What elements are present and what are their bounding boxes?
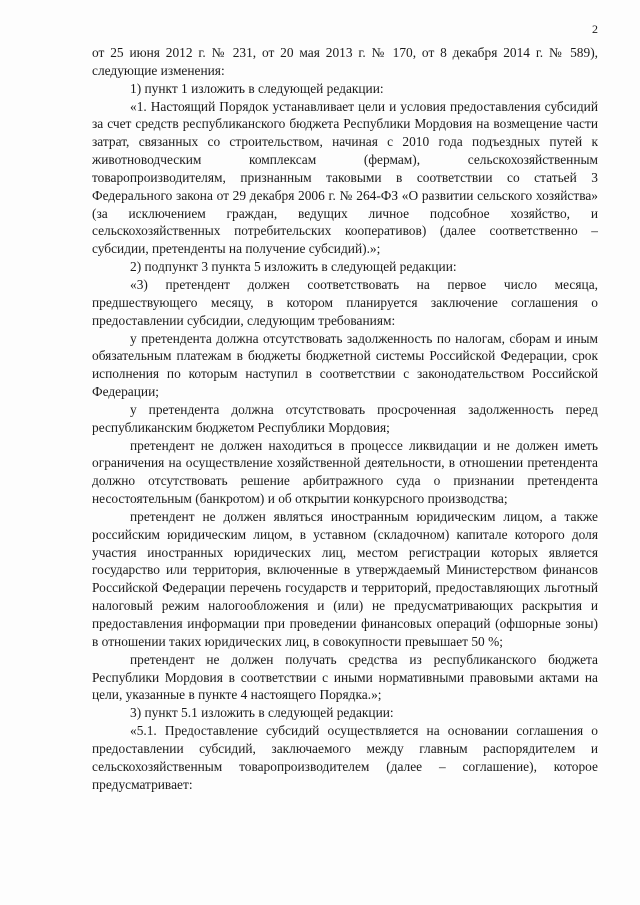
paragraph-intro: от 25 июня 2012 г. № 231, от 20 мая 2013 г. № 170, от 8 декабря 2014 г. № 589), следующие изменения:	[92, 45, 598, 78]
paragraph-requirement-taxes: у претендента должна отсутствовать задолженность по налогам, сборам и иным обязательным платежам в бюджеты бюджетной системы Российской Федерации, срок исполнения по которым наступил в соответствии с законодательством Российской Федерации;	[92, 330, 598, 400]
paragraph-item-2-heading: 2) подпункт 3 пункта 5 изложить в следующей редакции:	[130, 259, 457, 275]
paragraph-item-2-text: «3) претендент должен соответствовать на первое число месяца, предшествующего месяцу, в котором планируется заключение соглашения о предоставлении субсидии, следующим требованиям:	[92, 276, 598, 328]
paragraph-item-3-heading: 3) пункт 5.1 изложить в следующей редакции:	[130, 705, 394, 721]
paragraph-requirement-liquidation: претендент не должен находиться в процессе ликвидации и не должен иметь ограничения на осуществление хозяйственной деятельности, в отношении претендента должно отсутствовать решение арбитражного суда о признании претендента несостоятельным (банкротом) и об открытии конкурсного производства;	[92, 437, 598, 507]
paragraph-requirement-other-funds: претендент не должен получать средства из республиканского бюджета Республики Мордовия в соответствии с иными нормативными правовыми актами на цели, указанные в пункте 4 настоящего Порядка.»;	[92, 651, 598, 703]
paragraph-requirement-debt: у претендента должна отсутствовать просроченная задолженность перед республиканским бюджетом Республики Мордовия;	[92, 401, 598, 435]
document-body	[92, 44, 598, 793]
paragraph-item-1-heading: 1) пункт 1 изложить в следующей редакции:	[130, 80, 384, 96]
paragraph-item-3-text: «5.1. Предоставление субсидий осуществляется на основании соглашения о предоставлении субсидий, заключаемого между главным распорядителем и сельскохозяйственным товаропроизводителем (далее – соглашение), которое предусматривает:	[92, 723, 598, 792]
paragraph-item-1-text: «1. Настоящий Порядок устанавливает цели и условия предоставления субсидий за счет средств республиканского бюджета Республики Мордовия на возмещение части затрат, связанных со строительством, начиная с 2010 года подъездных путей к животноводческим комплексам (фермам), сельскохозяйственным товаропроизводителям, признанным таковыми в соответствии со статьей 3 Федерального закона от 29 декабря 2006 г. № 264-ФЗ «О развитии сельского хозяйства» (за исключением граждан, ведущих личное подсобное хозяйство, и сельскохозяйственных потребительских кооперативов) (далее соответственно – субсидии, претенденты на получение субсидий).»;	[92, 98, 598, 257]
page-number: 2	[592, 22, 598, 36]
paragraph-requirement-foreign: претендент не должен являться иностранным юридическим лицом, а также российским юридическим лицом, в уставном (складочном) капитале которого доля участия иностранных юридических лиц, местом регистрации которых является государство или территория, включенные в утверждаемый Министерством финансов Российской Федерации перечень государств и территорий, предоставляющих льготный налоговый режим налогообложения и (или) не предусматривающих раскрытия и предоставления информации при проведении финансовых операций (офшорные зоны) в отношении таких юридических лиц, в совокупности превышает 50 %;	[92, 508, 598, 649]
